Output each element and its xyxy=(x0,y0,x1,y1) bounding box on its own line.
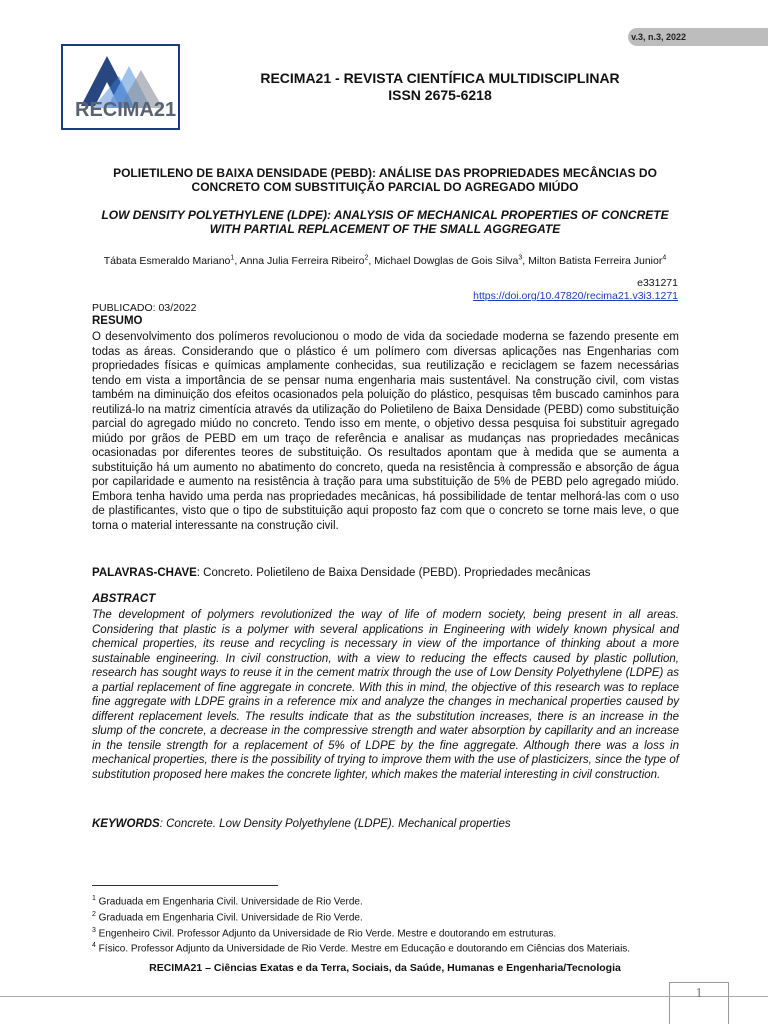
author-separator: , xyxy=(234,254,240,267)
author-footnote-mark: 3 xyxy=(518,254,523,261)
abstract-text: The development of polymers revolutionized the way of life of modern society, being present in all areas. Considering that plastic is a polymer with several applications in Engineering with widely known physical and chemical properties, its reuse and recycling is necessary in view of the importance of thinking about a more sustainable engineering. In civil construction, with a view to reducing the effects caused by plastic pollution, research has sought ways to reuse it in the cement matrix through the use of Low Density Polyethylene (LDPE) as a partial replacement of fine aggregate in concrete. With this in mind, the objective of this research was to replace fine aggregate with LDPE grains in a reference mix and analyze the changes in mechanical properties caused by different replacement levels. The results indicate that as the substitution increases, there is an increase in the slump of the concrete, a decrease in the compressive strength and water absorption by capillarity and an increase in the tensile strength for a replacement of 5% of LDPE by the fine aggregate. Although there was a loss in mechanical properties, there is the possibility of trying to improve them with the use of plasticizers, since the type of substitution proposed here makes the concrete lighter, which makes the material interesting in civil construction. xyxy=(92,609,679,781)
author xyxy=(374,255,528,267)
footnote-divider xyxy=(92,885,278,886)
footnote-mark: 2 xyxy=(92,910,96,918)
doi-link[interactable]: https://doi.org/10.47820/recima21.v3i3.1271 xyxy=(473,290,678,302)
footnote-text: Graduada em Engenharia Civil. Universidade de Rio Verde. xyxy=(95,896,363,908)
footnote xyxy=(92,893,682,909)
author-footnote-mark: 4 xyxy=(662,254,667,261)
keywords-english xyxy=(92,818,682,830)
footnote-mark: 3 xyxy=(92,926,96,934)
keywords-pt-label: PALAVRAS-CHAVE xyxy=(92,567,197,579)
author xyxy=(240,255,375,267)
published-date: PUBLICADO: 03/2022 xyxy=(92,302,197,314)
footnote-text: Engenheiro Civil. Professor Adjunto da Universidade de Rio Verde. Mestre e doutorando em estruturas. xyxy=(95,927,557,939)
author-footnote-mark: 1 xyxy=(230,254,235,261)
footnote-mark: 4 xyxy=(92,942,96,950)
journal-header xyxy=(180,70,700,104)
issue-badge-text: v.3, n.3, 2022 xyxy=(631,32,686,42)
resumo-heading: RESUMO xyxy=(92,315,143,327)
logo-triangles-icon xyxy=(63,46,178,128)
logo-text: RECIMA21 xyxy=(75,99,177,121)
footnote xyxy=(92,925,682,941)
journal-issn: ISSN 2675-6218 xyxy=(388,87,492,103)
author-separator: , xyxy=(368,254,375,267)
author-name: Milton Batista Ferreira Junior xyxy=(528,254,663,267)
resumo-text: O desenvolvimento dos polímeros revolucionou o modo de vida da sociedade moderna se fazendo presente em todas as áreas. Considerando que o plástico é um polímero com diversas aplicações nas Engenharias com propriedades físicas e químicas amplamente conhecidas, sua reutilização e reciclagem se fazem necessárias tendo em vista a importância de se pensar numa engenharia mais sustentável. Na construção civil, com vistas também na diminuição dos efeitos ocasionados pela poluição do plástico, pesquisas têm buscado caminhos para reutilizá-lo na matriz cimentícia através da utilização do Polietileno de Baixa Densidade (PEBD) como substituição parcial do agregado miúdo no concreto. Tendo isso em mente, o objetivo dessa pesquisa foi substituir agregado miúdo por grãos de PEBD em um traço de referência e analisar as mudanças nas propriedades mecânicas ocasionadas por diferentes teores de substituição. Os resultados apontam que à medida que se aumenta a substituição há um aumento no abatimento do concreto, queda na resistência à compressão e absorção de água por capilaridade e aumento na resistência à tração para uma substituição de 5% de PEBD pelo agregado miúdo. Embora tenha havido uma perda nas propriedades mecânicas, há possibilidade de tentar melhorá-las com o uso de plastificantes, visto que o tipo de substituição aqui proposto faz com que o concreto se torne mais leve, o que torna o material interessante na construção civil. xyxy=(92,331,679,532)
author-name: Anna Julia Ferreira Ribeiro xyxy=(239,254,365,267)
author-footnote-mark: 2 xyxy=(364,254,369,261)
page-footer: RECIMA21 – Ciências Exatas e da Terra, Sociais, da Saúde, Humanas e Engenharia/Tecnologia xyxy=(149,962,621,974)
keywords-pt-text: : Concreto. Polietileno de Baixa Densidade (PEBD). Propriedades mecânicas xyxy=(196,567,591,579)
author-separator: , xyxy=(522,254,529,267)
author-list xyxy=(92,251,678,268)
footer-rule xyxy=(0,996,768,997)
footnote-text: Físico. Professor Adjunto da Universidade de Rio Verde. Mestre em Educação e doutorando em Ciências dos Materiais. xyxy=(95,943,631,955)
keywords-en-label: KEYWORDS xyxy=(92,818,160,830)
footnote xyxy=(92,909,682,925)
footnote-text: Graduada em Engenharia Civil. Universidade de Rio Verde. xyxy=(95,912,363,924)
footnote xyxy=(92,940,682,956)
article-code: e331271 xyxy=(637,277,678,289)
issue-badge xyxy=(628,28,768,46)
keywords-portuguese xyxy=(92,567,682,579)
title-english: LOW DENSITY POLYETHYLENE (LDPE): ANALYSIS OF MECHANICAL PROPERTIES OF CONCRETE WITH PARTIAL REPLACEMENT OF THE SMALL AGGREGATE xyxy=(101,208,669,236)
title-portuguese: POLIETILENO DE BAIXA DENSIDADE (PEBD): ANÁLISE DAS PROPRIEDADES MECÂNCIAS DO CONCRETO COM SUBSTITUIÇÃO PARCIAL DO AGREGADO MIÚDO xyxy=(113,166,657,194)
author xyxy=(528,255,666,267)
journal-logo xyxy=(61,44,180,130)
abstract-heading: ABSTRACT xyxy=(92,593,156,605)
keywords-en-text: : Concrete. Low Density Polyethylene (LDPE). Mechanical properties xyxy=(159,818,511,830)
footnotes xyxy=(92,893,682,956)
page-number: 1 xyxy=(695,986,703,1001)
author-name: Michael Dowglas de Gois Silva xyxy=(374,254,519,267)
author-name: Tábata Esmeraldo Mariano xyxy=(103,254,231,267)
author xyxy=(104,255,240,267)
footnote-mark: 1 xyxy=(92,895,96,902)
journal-name: RECIMA21 - REVISTA CIENTÍFICA MULTIDISCIPLINAR xyxy=(260,70,620,86)
